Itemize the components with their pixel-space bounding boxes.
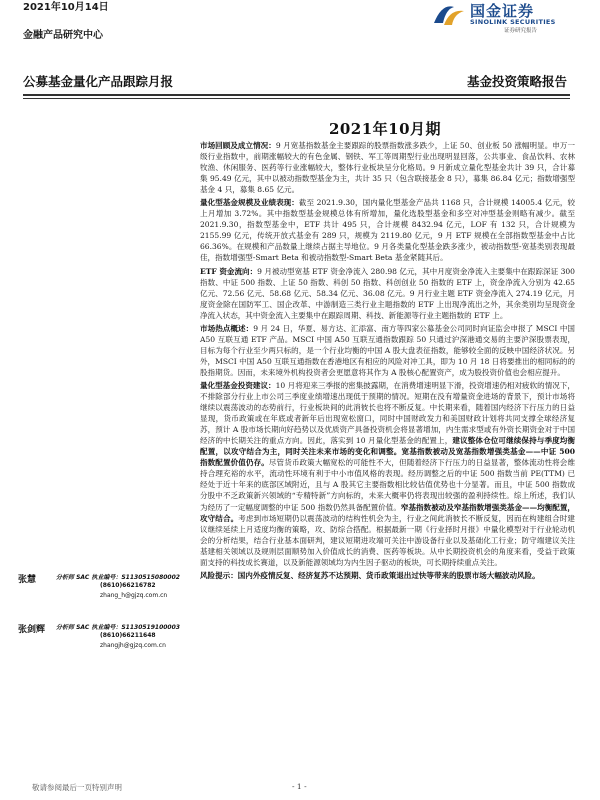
company-logo xyxy=(432,0,597,36)
department-label: 金融产品研究中心 xyxy=(23,30,103,41)
analyst-card xyxy=(18,618,198,654)
report-date: 2021年10月14日 xyxy=(23,2,109,13)
period-heading: 2021年10月期 xyxy=(328,120,442,138)
section-text: 尽管货币政策大幅宽松的可能性不大，但随着经济下行压力的日益显著，整体流动性将会维持合理充裕的水平，流动性环境有利于中小市值风格的表现。经历调整之后的中证 500 指数当前 PE(TTM) 已经处于近十年来的底部区域附近，且与 A 股其它主要指数相比较估值优势也十分显著。而且，中证 500 指数成分股中不乏政策新兴领域的“专精特新”方向标的，未来大概率仍将表现出较强的盈利持续性。综上所述，我们认为经历了一定幅度调整的中证 500 指数仍然具备配置价值。 xyxy=(200,458,575,512)
section-text: 10 月将迎来三季报的密集披露期，在消费增速明显下滑，投资增速仍相对疲软的情况下，不排除部分行业上市公司三季度业绩增速出现低于预期的情况。短期在没有增量资金进场的背景下，预计市场将继续以震荡波动的态势前行，行业板块间的此消彼长也将不断反复。中长期来看，随着国内经济下行压力的日益显现，货币政策或在年底或者新年后出现宽松窗口，同时中国财政发力和美国财政计划将共同支撑全球经济复苏，预计 A 股市场长期向好趋势以及优质资产具备投资机会将显著增加，内生需求型或有外资长期资金对于中国经济的中长期关注的重点方向。因此，落实到 10 月量化型基金的配置上， xyxy=(200,380,575,446)
section-emphasis: 建议整体仓位可继续保持与季度均衡配置，以攻守结合为主，同时关注未来市场的变化和调整。宽基指数被动及宽基指数增强类基金——中证 500 指数配置价值仍存。 xyxy=(200,436,575,468)
section-text: 考虑到市场短期仍以震荡波动的结构性机会为主，行业之间此消彼长不断反复，因而在构建组合时建议继续延续上月适度均衡的策略，攻、防综合搭配。根据最新一期《行业择时月报》中量化模型对于行业轮动机会的分析结果，结合行业基本面研判，建议短期进攻端可关注中游设备行业以及基础化工行业；防守端建议关注基建相关领域以及规则层面顺势加入价值成长的消费、医药等板块。从中长期投资机会的角度来看，受益于政策面支持的科技成长赛道，以及新能源领域均为内生因子驱动的板块，可长期持续重点关注。 xyxy=(200,513,575,567)
header-divider xyxy=(23,94,570,96)
section-emphasis: 窄基指数被动及窄基指数增强类基金——均衡配置，攻守结合。 xyxy=(200,502,575,523)
logo-name-cn: 国金证券 xyxy=(470,2,535,20)
section-text: 9 月被动型宽基 ETF 资金净流入 280.98 亿元，其中月度资金净流入主要集中在跟踪深证 300 指数、中证 500 指数、上证 50 指数、科创 50 指数、科创创业 50 指数的 ETF 上，资金净流入分别为 42.65 亿元、72.56 亿元、58.68 亿元、58.34 亿元、36.08 亿元。9 月行业主题 ETF 资金净流入 274.19 亿元，月度资金除在国防军工、国企改革、中游制造三类行业主题指数的 ETF 上出现净流出之外，其余类别均呈现资金净流入状态，其中资金流入主要集中在跟踪周期、科技、新能源等行业主题指数的 ETF 上。 xyxy=(200,266,575,320)
section-scale-performance xyxy=(200,197,575,263)
footer-disclaimer: 敬请参阅最后一页特别声明 xyxy=(32,783,122,792)
section-title: 市场回顾及成立情况： xyxy=(200,141,276,150)
analyst-email[interactable]: zhang_h@gjzq.com.cn xyxy=(100,592,168,599)
analyst-card xyxy=(18,568,198,604)
analyst-phone: (8610)66216782 xyxy=(100,582,156,589)
section-investment-advice xyxy=(200,380,575,568)
section-risk-warning xyxy=(200,570,575,581)
page-number: - 1 - xyxy=(292,782,307,791)
section-etf-flows xyxy=(200,266,575,321)
report-type: 基金投资策略报告 xyxy=(466,74,567,89)
logo-tagline: 证券研究报告 xyxy=(504,28,538,34)
section-text: 9 月宽基指数基金主要跟踪的股票指数涨多跌少，上证 50、创业板 50 涨幅明显。申万一级行业指数中，前期涨幅较大的有色金属、钢铁、军工等周期型行业出现明显回落，公共事业、食品饮料、农林牧渔、休闲服务、医药等行业涨幅较大，整体行业板块呈分化格局。9 月新成立量化型基金共计 39 只，合计募集 95.49 亿元，其中以被动指数型基金为主，共计 35 只（包含联接基金 8 只），募集 86.84 亿元；指数增强型基金 4 只，募集 8.65 亿元。 xyxy=(200,141,575,195)
section-title: 量化型基金规模及业绩表现： xyxy=(200,198,299,208)
analyst-name: 张剑辉 xyxy=(18,625,46,635)
logo-name-en: SINOLINK SECURITIES xyxy=(470,18,556,26)
sinolink-logo-icon xyxy=(432,1,466,27)
analyst-email[interactable]: zhangjh@gjzq.com.cn xyxy=(100,642,166,649)
section-market-hotspots xyxy=(200,323,575,378)
analyst-name: 张慧 xyxy=(18,575,37,585)
analyst-phone: (8610)66211648 xyxy=(100,632,156,639)
section-title: 量化型基金投资建议： xyxy=(200,380,276,390)
analyst-cert: 分析师 SAC 执业编号：S1130515080002 xyxy=(56,574,180,581)
report-title: 公募基金量化产品跟踪月报 xyxy=(23,74,174,89)
section-title: 市场热点概述： xyxy=(200,323,254,333)
section-text: 9 月 24 日，华夏、易方达、汇添富、南方等四家公募基金公司同时向证监会申报了 MSCI 中国 A50 互联互通 ETF 产品。MSCI 中国 A50 互联互通指数跟踪 50 只通过沪深港通交易的主要沪深股票表现，目标为每个行业至少两只标的，是一个行业均衡的中国 A 股大盘表征指数，能够较全面的反映中国经济状况。另外，MSCI 中国 A50 互联互通指数在香港地区有相应的风险对冲工具，即为 10 月 18 日将要推出的相同标的的股指期货。因而，未来境外机构投资者会更愿意将其作为 A 股核心配置资产，成为股投资价值也会相应提升。 xyxy=(200,323,575,377)
analyst-cert: 分析师 SAC 执业编号：S1130519100003 xyxy=(56,624,180,631)
report-body xyxy=(200,140,575,583)
section-emphasis: 国内外疫情反复、经济复苏不达预期、货币政策退出过快等带来的股票市场大幅波动风险。 xyxy=(237,570,540,580)
section-title: 风险提示： xyxy=(200,570,238,580)
section-title: ETF 资金流向： xyxy=(200,266,258,276)
analyst-panel xyxy=(18,568,198,668)
section-market-review xyxy=(200,140,575,195)
section-text: 截至 2021.9.30，国内量化型基金产品共 1168 只，合计规模 14005.4 亿元，较上月增加 3.72%。其中指数型基金规模总体有所增加，量化选股型基金和多空对冲型基金则略有减少。截至 2021.9.30，指数型基金中，ETF 共计 495 只，合计规模 8432.94 亿元，LOF 有 132 只，合计规模为 2155.99 亿元，传统开放式基金有 289 只，规模为 2119.80 亿元，9 月 ETF 规模在全部指数型基金中占比 66.36%。在规模和产品数量上继续占据主导地位。9 月各类量化型基金跌多涨少，被动指数型-宽基类别表现最佳，指数增强型-Smart Beta 和被动指数型-Smart Beta 基金紧随其后。 xyxy=(200,198,575,263)
header-divider-thin xyxy=(23,98,570,99)
